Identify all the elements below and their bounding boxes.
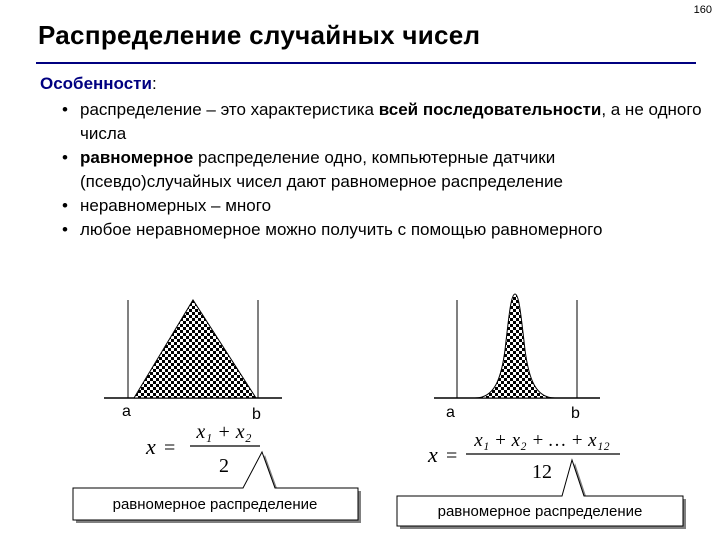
right-bell-density — [475, 294, 555, 398]
left-formula-denominator: 2 — [219, 455, 229, 477]
left-formula-eq: = — [164, 437, 176, 459]
left-callout — [73, 452, 361, 523]
right-formula — [427, 430, 620, 483]
right-formula-denominator: 12 — [532, 461, 552, 483]
bullet-1-bold: всей последовательности — [378, 100, 602, 119]
bullet-2-text: распределение одно, компьютерные датчики (псевдо)случайных чисел дают равномерное распределение — [80, 148, 563, 191]
bullet-2-bold: равномерное — [80, 148, 194, 167]
left-triangle-density — [134, 300, 256, 398]
bullet-1-text-b: , а не одного числа — [80, 100, 702, 143]
left-formula — [145, 421, 260, 477]
features-keyword: Особенности — [40, 74, 152, 93]
right-label-b: b — [571, 405, 580, 422]
right-formula-eq: = — [446, 445, 458, 467]
right-formula-lhs: x — [428, 442, 438, 467]
right-distribution — [397, 294, 686, 529]
left-label-a: a — [122, 403, 131, 420]
page-number: 160 — [693, 4, 712, 16]
features-colon: : — [151, 74, 157, 93]
right-callout-text: равномерное распределение — [437, 503, 643, 520]
slide-title: Распределение случайных чисел — [38, 20, 481, 50]
left-distribution — [73, 300, 361, 523]
left-label-b: b — [252, 406, 261, 423]
left-formula-lhs: x — [146, 434, 156, 459]
right-label-a: a — [446, 404, 455, 421]
left-callout-text: равномерное распределение — [112, 496, 318, 513]
right-formula-numerator: x₁ + x₂ + … + x₁₂ — [474, 430, 610, 451]
bullet-item-3: • неравномерных – много — [62, 194, 702, 218]
bullet-1-text-a: распределение – это характеристика — [80, 100, 379, 119]
left-formula-numerator: x₁ + x₂ — [196, 421, 252, 443]
bullet-item-4: • любое неравномерное можно получить с помощью равномерного — [62, 218, 702, 242]
